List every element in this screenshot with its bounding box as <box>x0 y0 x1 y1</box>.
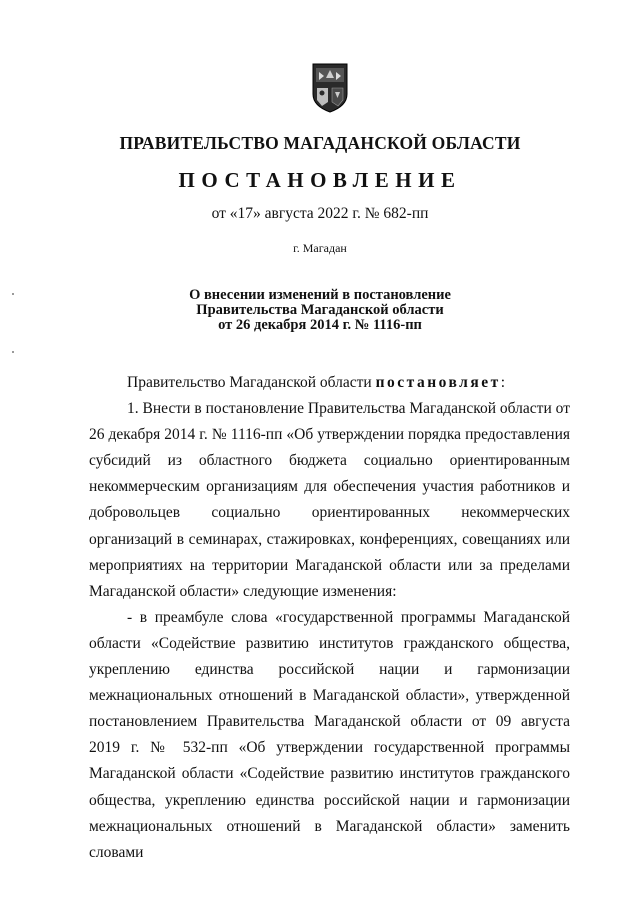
coat-of-arms-icon <box>310 62 350 114</box>
org-title: ПРАВИТЕЛЬСТВО МАГАДАНСКОЙ ОБЛАСТИ <box>119 133 521 153</box>
margin-mark <box>12 293 14 295</box>
preamble-verb: постановляет <box>375 374 501 391</box>
preamble-paragraph <box>89 370 570 396</box>
document-body <box>89 370 570 866</box>
document-type-title: ПОСТАНОВЛЕНИЕ <box>178 168 462 192</box>
preamble-text: Правительство Магаданской области <box>127 374 372 391</box>
subject-line: Правительства Магаданской области <box>196 302 444 318</box>
preamble-colon: : <box>500 374 506 391</box>
document-city: г. Магадан <box>293 241 347 255</box>
subject-line: О внесении изменений в постановление <box>189 287 451 303</box>
margin-mark <box>12 351 14 353</box>
item-1-subitem-paragraph: - в преамбуле слова «государственной программы Магаданской области «Содействие развитию институтов гражданского общества, укреплению единства российской нации и гармонизации межнациональных отношений в Магаданской области», утвержденной постановлением Правительства Магаданской области от 09 августа 2019 г. № 532-пп «Об утверждении государственной программы Магаданской области «Содействие развитию институтов гражданского общества, укреплению единства российской нации и гармонизации межнациональных отношений в Магаданской области» заменить словами <box>89 608 570 861</box>
subject-line: от 26 декабря 2014 г. № 1116-пп <box>218 317 422 333</box>
document-date-number: от «17» августа 2022 г. № 682-пп <box>211 205 429 222</box>
item-1-paragraph: 1. Внести в постановление Правительства Магаданской области от 26 декабря 2014 г. № 1116-пп «Об утверждении порядка предоставления субсидий из областного бюджета социально ориентированным некоммерческим организациям для обеспечения участия работников и добровольцев социально ориентированных некоммерческих организаций в семинарах, стажировках, конференциях, совещаниях или мероприятиях на территории Магаданской области или за пределами Магаданской области» следующие изменения: <box>89 400 570 600</box>
coat-of-arms-shield-icon <box>310 62 350 114</box>
document-subject <box>150 288 490 333</box>
